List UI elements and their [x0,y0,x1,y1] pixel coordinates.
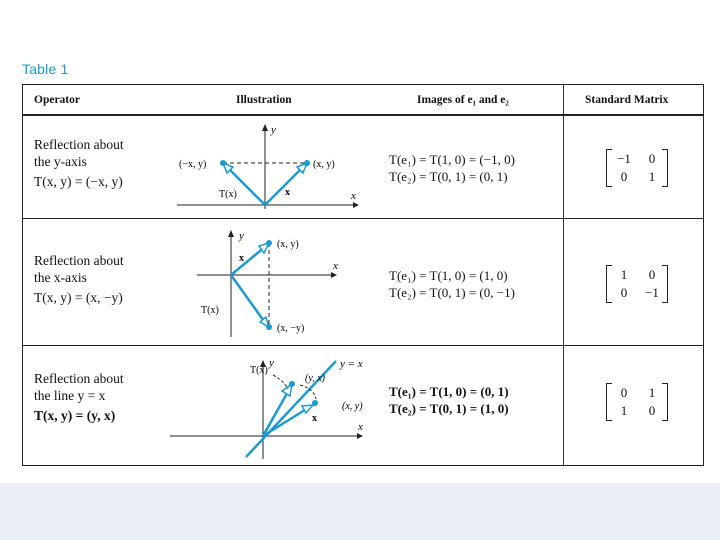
label-y-axis: y [271,124,276,136]
row-1-standard-matrix [606,149,668,187]
label-y-axis: y [239,230,244,242]
row-divider [23,345,703,346]
table-header-row [23,85,703,116]
header-illustration: Illustration [236,94,292,106]
label-vector-x: x [312,413,317,424]
x-axis-arrow [353,202,359,208]
vector-x [231,246,266,275]
point-xy [304,160,310,166]
matrix-a12: 1 [648,385,656,400]
point-neg-x-y [220,160,226,166]
matrix-a12: 0 [648,151,656,166]
footer-band [0,483,720,540]
label-x-axis: x [333,260,338,272]
matrix-a22: 0 [648,403,656,418]
label-vector-x: x [239,253,244,264]
operator-name-line1: Reflection about [34,253,124,268]
label-tx: T(x) [250,365,268,376]
operator-name-line2: the y-axis [34,153,87,169]
label-point-right: (x, y) [313,159,335,170]
row-divider [23,218,703,219]
label-x-axis: x [358,421,363,433]
row-2-standard-matrix [606,265,668,303]
image-e1: T(e₁) = T(1, 0) = (−1, 0) [389,152,515,167]
operator-name-line1: Reflection about [34,371,124,386]
matrix-a12: 0 [648,267,656,282]
vector-tx [231,275,266,324]
operator-name-line2: the x-axis [34,269,87,285]
matrix-a22: −1 [645,285,659,300]
matrix-a22: 1 [648,169,656,184]
operator-formula: T(x, y) = (x, −y) [34,290,123,305]
image-e2: T(e₂) = T(0, 1) = (0, 1) [389,169,508,184]
matrix-a21: 0 [620,285,628,300]
point-xy [266,240,272,246]
point-xy [312,400,318,406]
image-e2: T(e₂) = T(0, 1) = (0, −1) [389,285,515,300]
row-2-images [389,267,515,301]
operator-name-line1: Reflection about [34,137,124,152]
row-3-standard-matrix [606,383,668,421]
row-3-operator [34,371,124,425]
header-operator: Operator [34,94,80,106]
image-e1: T(e₁) = T(1, 0) = (0, 1) [389,384,509,399]
matrix-a21: 0 [620,169,628,184]
table-caption: Table 1 [22,61,69,77]
matrix-a11: −1 [617,151,631,166]
header-standard-matrix: Standard Matrix [585,94,669,106]
tx-pointer [273,375,288,389]
operator-formula: T(x, y) = (−x, y) [34,174,123,189]
label-line: y = x [340,358,363,370]
label-point-bottom: (x, −y) [277,323,305,334]
label-point-left: (−x, y) [179,159,207,170]
row-2-illustration [193,225,353,339]
matrix-a11: 0 [620,385,628,400]
image-e2: T(e₂) = T(0, 1) = (1, 0) [389,401,509,416]
matrix-a11: 1 [620,267,628,282]
y-axis-arrow [228,230,234,237]
row-1-images [389,151,515,185]
x-axis-arrow [357,433,363,439]
label-tx: T(x) [201,305,219,316]
image-e1: T(e₁) = T(1, 0) = (1, 0) [389,268,508,283]
label-y-axis: y [269,357,274,369]
y-axis-arrow [262,124,268,131]
label-tx: T(x) [219,189,237,200]
row-3-images [389,383,509,417]
label-point-right: (x, y) [342,401,363,412]
point-yx [289,381,295,387]
reflection-operators-table [22,84,704,466]
label-point-top: (x, y) [277,239,299,250]
x-axis-arrow [331,272,337,278]
header-images: Images of e₁ and e₂ [417,94,509,106]
row-2-operator [34,253,124,307]
row-1-operator [34,137,124,191]
column-divider [563,85,564,465]
label-point-top: (y, x) [305,373,325,384]
operator-name-line2: the line y = x [34,387,106,403]
matrix-a21: 1 [620,403,628,418]
label-x-axis: x [351,190,356,202]
label-vector-x: x [285,187,290,198]
point-x-neg-y [266,324,272,330]
vector-x [265,166,304,205]
operator-formula: T(x, y) = (y, x) [34,408,116,423]
row-3-illustration [168,351,378,463]
row-1-illustration [173,119,363,211]
